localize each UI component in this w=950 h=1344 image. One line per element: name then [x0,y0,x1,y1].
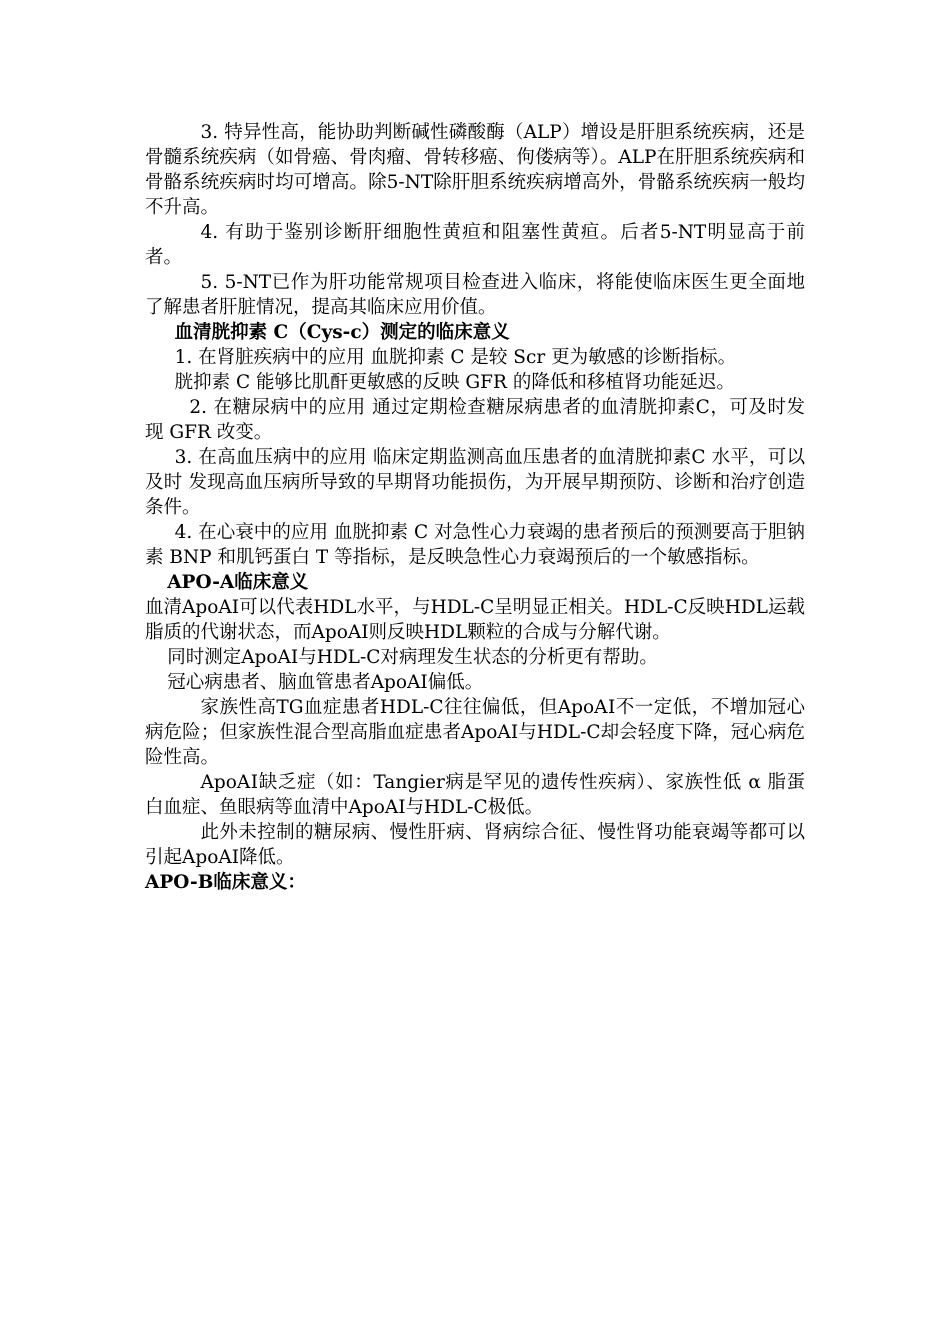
paragraph-cys-1b: 胱抑素 C 能够比肌酐更敏感的反映 GFR 的降低和移植肾功能延迟。 [174,372,735,393]
paragraph-apoa-4: 家族性高TG血症患者HDL-C往往偏低，但ApoAⅠ不一定低，不增加冠心病危险；但家族性混合型高脂血症患者ApoAⅠ与HDL-C却会轻度下降，冠心病危险性高。 [145,697,805,768]
paragraph-5nt-4: 4. 有助于鉴别诊断肝细胞性黄疸和阻塞性黄疸。后者5-NT明显高于前者。 [145,222,805,268]
paragraph-cys-2: 2. 在糖尿病中的应用 通过定期检查糖尿病患者的血清胱抑素C，可及时发现 GFR 改变。 [145,397,805,443]
paragraph-apoa-5: ApoAⅠ缺乏症（如：Tangier病是罕见的遗传性疾病）、家族性低 α 脂蛋白血症、鱼眼病等血清中ApoAⅠ与HDL-C极低。 [145,772,805,818]
heading-apo-b: APO-B临床意义： [145,872,306,893]
paragraph-cys-4: 4. 在心衰中的应用 血胱抑素 C 对急性心力衰竭的患者预后的预测要高于胆钠素 BNP 和肌钙蛋白 T 等指标，是反映急性心力衰竭预后的一个敏感指标。 [145,522,805,568]
paragraph-cys-1: 1. 在肾脏疾病中的应用 血胱抑素 C 是较 Scr 更为敏感的诊断指标。 [174,347,737,368]
paragraph-5nt-5: 5. 5-NT已作为肝功能常规项目检查进入临床，将能使临床医生更全面地了解患者肝脏情况，提高其临床应用价值。 [145,272,805,318]
document-page [145,120,805,895]
paragraph-cys-3: 3. 在高血压病中的应用 临床定期监测高血压患者的血清胱抑素C 水平，可以及时 发现高血压病所导致的早期肾功能损伤，为开展早期预防、诊断和治疗创造条件。 [145,447,805,518]
heading-cystatin-c: 血清胱抑素 C（Cys-c）测定的临床意义 [174,322,510,343]
paragraph-apoa-6: 此外未控制的糖尿病、慢性肝病、肾病综合征、慢性肾功能衰竭等都可以引起ApoAⅠ降低。 [145,822,805,868]
paragraph-apoa-1: 血清ApoAⅠ可以代表HDL水平，与HDL-C呈明显正相关。HDL-C反映HDL运载脂质的代谢状态，而ApoAⅠ则反映HDL颗粒的合成与分解代谢。 [145,597,805,643]
heading-apo-a: APO-A临床意义 [167,572,309,593]
paragraph-5nt-3: 3. 特异性高，能协助判断碱性磷酸酶（ALP）增设是肝胆系统疾病，还是骨髓系统疾病（如骨癌、骨肉瘤、骨转移癌、佝偻病等）。ALP在肝胆系统疾病和骨骼系统疾病时均可增高。除5-NT除肝胆系统疾病增高外，骨骼系统疾病一般均不升高。 [145,122,805,218]
paragraph-apoa-2: 同时测定ApoAⅠ与HDL-C对病理发生状态的分析更有帮助。 [167,647,658,668]
paragraph-apoa-3: 冠心病患者、脑血管患者ApoAⅠ偏低。 [167,672,484,693]
